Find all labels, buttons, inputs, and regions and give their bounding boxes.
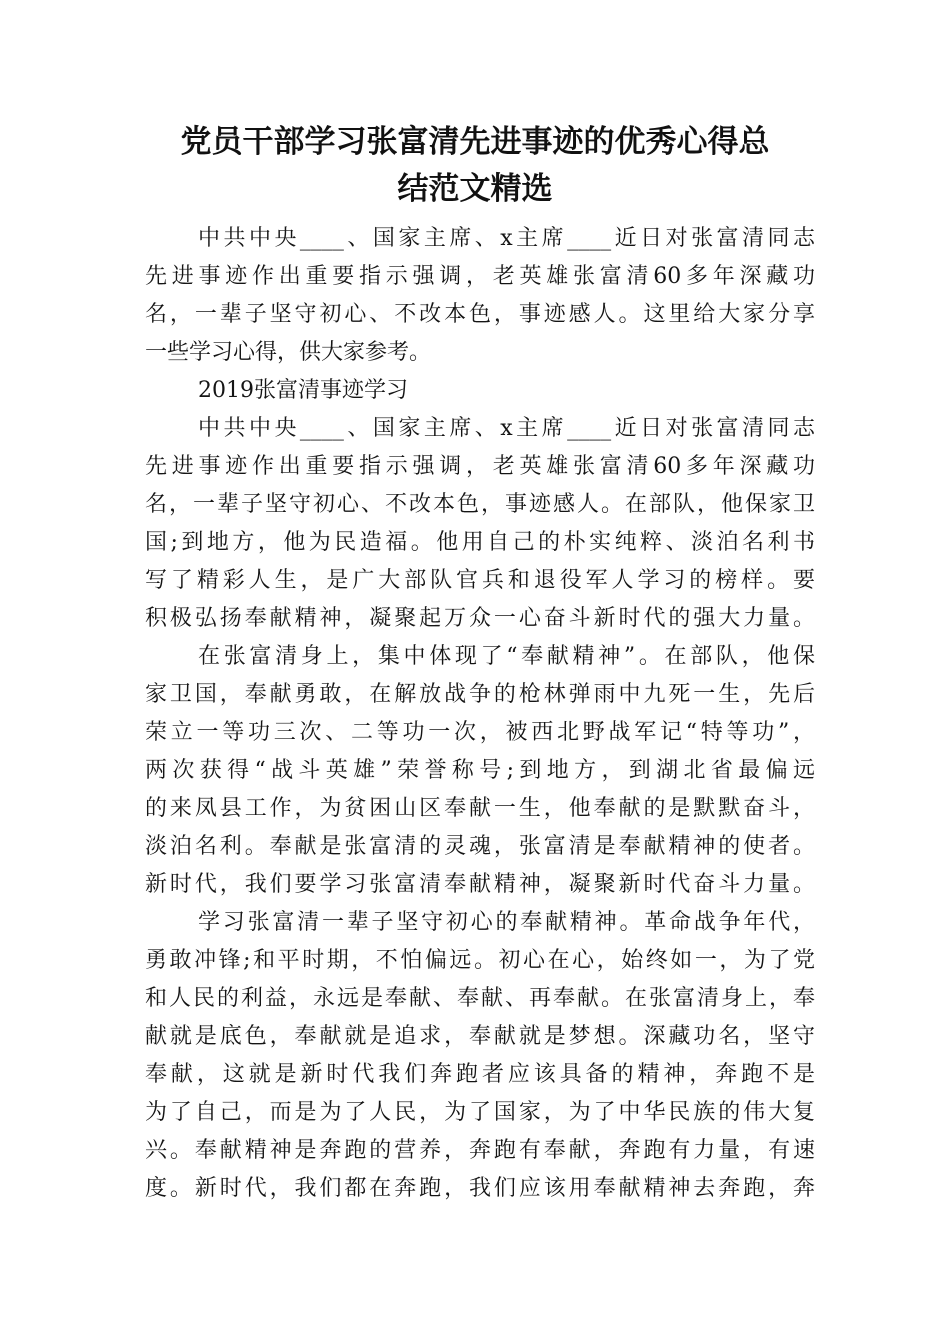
text-line: 一些学习心得，供大家参考。 bbox=[145, 340, 432, 365]
text-line: 2019张富清事迹学习 bbox=[198, 378, 408, 403]
text-line: 学习张富清一辈子坚守初心的奉献精神。革命战争年代， bbox=[198, 910, 815, 935]
text-line: 献就是底色，奉献就是追求，奉献就是梦想。深藏功名，坚守 bbox=[145, 1024, 815, 1049]
text-line: 勇敢冲锋;和平时期，不怕偏远。初心在心，始终如一，为了党 bbox=[145, 948, 815, 973]
text-line: 淡泊名利。奉献是张富清的灵魂，张富清是奉献精神的使者。 bbox=[145, 834, 815, 859]
text-line: 名，一辈子坚守初心、不改本色，事迹感人。这里给大家分享 bbox=[145, 302, 815, 327]
text-line: 兴。奉献精神是奔跑的营养，奔跑有奉献，奔跑有力量，有速 bbox=[145, 1138, 815, 1163]
text-line: 家卫国，奉献勇敢，在解放战争的枪林弹雨中九死一生，先后 bbox=[145, 682, 815, 707]
text-line: 两次获得“战斗英雄”荣誉称号;到地方，到湖北省最偏远 bbox=[145, 758, 815, 783]
text-line: 的来凤县工作，为贫困山区奉献一生，他奉献的是默默奋斗， bbox=[145, 796, 815, 821]
text-line: 新时代，我们要学习张富清奉献精神，凝聚新时代奋斗力量。 bbox=[145, 872, 815, 897]
text-line: 先进事迹作出重要指示强调，老英雄张富清60多年深藏功 bbox=[145, 264, 815, 289]
text-line: 国;到地方，他为民造福。他用自己的朴实纯粹、淡泊名利书 bbox=[145, 530, 815, 555]
document-body bbox=[145, 220, 815, 1208]
document-title-line-1: 党员干部学习张富清先进事迹的优秀心得总 bbox=[180, 124, 770, 160]
text-line: 和人民的利益，永远是奉献、奉献、再奉献。在张富清身上，奉 bbox=[145, 986, 815, 1011]
text-line: 先进事迹作出重要指示强调，老英雄张富清60多年深藏功 bbox=[145, 454, 815, 479]
text-line: 写了精彩人生，是广大部队官兵和退役军人学习的榜样。要 bbox=[145, 568, 815, 593]
text-line: 奉献，这就是新时代我们奔跑者应该具备的精神，奔跑不是 bbox=[145, 1062, 815, 1087]
text-line: 度。新时代，我们都在奔跑，我们应该用奉献精神去奔跑，奔 bbox=[145, 1176, 815, 1201]
text-line: 荣立一等功三次、二等功一次，被西北野战军记“特等功”， bbox=[145, 720, 815, 745]
text-line: 积极弘扬奉献精神，凝聚起万众一心奋斗新时代的强大力量。 bbox=[145, 606, 815, 631]
text-line: 在张富清身上，集中体现了“奉献精神”。在部队，他保 bbox=[198, 644, 815, 669]
text-line: 为了自己，而是为了人民，为了国家，为了中华民族的伟大复 bbox=[145, 1100, 815, 1125]
document-title-line-2: 结范文精选 bbox=[397, 171, 553, 207]
text-line: 中共中央____、国家主席、x主席____近日对张富清同志 bbox=[198, 226, 815, 251]
text-line: 名，一辈子坚守初心、不改本色，事迹感人。在部队，他保家卫 bbox=[145, 492, 815, 517]
text-line: 中共中央____、国家主席、x主席____近日对张富清同志 bbox=[198, 416, 815, 441]
